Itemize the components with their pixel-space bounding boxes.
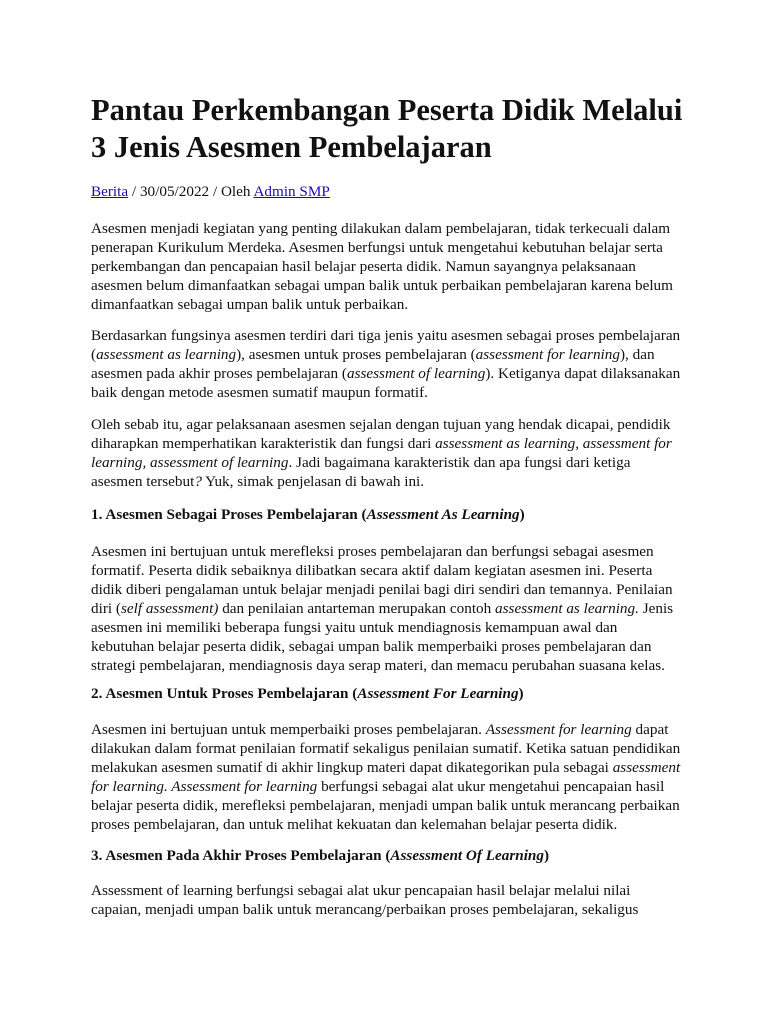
text-run: ). Ketiganya dapat dilaksanakan xyxy=(485,365,681,382)
meta-by: / Oleh xyxy=(209,183,254,200)
heading-text: 1. Asesmen Sebagai Proses Pembelajaran ( xyxy=(91,506,367,523)
title-line-2: 3 Jenis Asesmen Pembelajaran xyxy=(91,130,492,164)
text-run: Asesmen ini bertujuan untuk memperbaiki proses pembelajaran. xyxy=(91,721,486,738)
heading-close: ) xyxy=(543,847,550,864)
paragraph-types xyxy=(91,326,681,402)
text-run: ), dan xyxy=(619,346,655,363)
heading-close: ) xyxy=(518,685,524,702)
heading-italic: Assessment As Learning xyxy=(366,506,520,523)
heading-assessment-of-learning xyxy=(91,846,677,865)
italic-term: assessment of learning xyxy=(346,365,486,382)
text-line: asesmen ini memiliki beberapa fungsi yaitu untuk mendiagnosis kemampuan awal dan xyxy=(91,619,618,636)
italic-term: assessment as learning. xyxy=(495,600,639,617)
text-run: diharapkan memperhatikan karakteristik dan fungsi dari xyxy=(91,435,436,452)
text-line: asesmen belum dimanfaatkan sebagai umpan balik untuk perbaikan pembelajaran karena belum xyxy=(91,277,673,294)
text-line xyxy=(91,777,677,796)
text-line: Asesmen menjadi kegiatan yang penting dilakukan dalam pembelajaran, tidak terkecuali dalam xyxy=(91,220,671,237)
paragraph-purpose xyxy=(91,415,677,491)
italic-term: assessment for learning xyxy=(475,346,620,363)
text-line: proses pembelajaran, dan untuk melihat kekuatan dan kelemahan belajar peserta didik. xyxy=(91,816,618,833)
text-run: asesmen pada akhir proses pembelajaran ( xyxy=(91,365,347,382)
text-line xyxy=(91,758,681,777)
text-line: Assessment of learning berfungsi sebagai alat ukur pencapaian hasil belajar melalui nilai xyxy=(91,882,631,899)
heading-italic: Assessment Of Learning xyxy=(390,847,544,864)
text-run: berfungsi sebagai alat ukur mengetahui pencapaian hasil xyxy=(317,778,665,795)
text-line xyxy=(91,434,677,453)
text-line xyxy=(91,364,681,383)
heading-assessment-for-learning xyxy=(91,684,677,703)
italic-term: assessment as learning xyxy=(96,346,237,363)
text-line: belajar peserta didik, merefleksi pembelajaran, menjadi umpan balik untuk merancang perbaikan xyxy=(91,797,680,814)
text-line: perkembangan dan pencapaian hasil belajar peserta didik. Namun sayangnya pelaksanaan xyxy=(91,258,636,275)
text-run: ( xyxy=(91,346,97,363)
text-line: formatif. Peserta didik sebaiknya dilibatkan secara aktif dalam kegiatan asesmen ini. Peserta xyxy=(91,562,653,579)
text-run: diri ( xyxy=(91,600,121,617)
text-line xyxy=(91,720,677,739)
italic-term: self assessment) xyxy=(120,600,219,617)
text-line xyxy=(91,345,677,364)
text-run: ), asesmen untuk proses pembelajaran ( xyxy=(236,346,476,363)
text-line: Asesmen ini bertujuan untuk merefleksi proses pembelajaran dan berfungsi sebagai asesmen xyxy=(91,543,654,560)
paragraph-section-3 xyxy=(91,881,677,919)
text-line xyxy=(91,472,677,491)
italic-term: assessment xyxy=(612,759,681,776)
article-meta xyxy=(91,182,330,201)
heading-italic: Assessment For Learning xyxy=(357,685,519,702)
heading-text: 2. Asesmen Untuk Proses Pembelajaran ( xyxy=(91,685,358,702)
title-line-1: Pantau Perkembangan Peserta Didik Melalui xyxy=(91,93,683,127)
italic-term: ? xyxy=(194,473,202,490)
text-line: capaian, menjadi umpan balik untuk merancang/perbaikan proses pembelajaran, sekaligus xyxy=(91,901,639,918)
text-run: Jenis xyxy=(638,600,674,617)
text-line: dimanfaatkan sebagai umpan balik untuk perbaikan. xyxy=(91,296,409,313)
meta-separator: / xyxy=(128,183,140,200)
section-heading-1 xyxy=(91,505,677,524)
heading-text: 3. Asesmen Pada Akhir Proses Pembelajaran ( xyxy=(91,847,391,864)
section-heading-2 xyxy=(91,684,677,703)
author-link[interactable]: Admin SMP xyxy=(253,183,330,200)
text-line: Berdasarkan fungsinya asesmen terdiri dari tiga jenis yaitu asesmen sebagai proses pembelajaran xyxy=(91,327,681,344)
text-line: dilakukan dalam format penilaian formatif sekaligus penilaian sumatif. Ketika satuan pendidikan xyxy=(91,740,681,757)
text-line xyxy=(91,599,677,618)
text-line: kebutuhan belajar peserta didik, sebagai umpan balik memperbaiki proses pembelajaran dan xyxy=(91,638,652,655)
italic-term: for learning. Assessment for learning xyxy=(91,778,318,795)
paragraph-section-1 xyxy=(91,542,677,675)
text-run: dapat xyxy=(631,721,669,738)
text-run: dan penilaian antarteman merupakan contoh xyxy=(218,600,496,617)
section-heading-3 xyxy=(91,846,677,865)
text-line: didik diberi pengalaman untuk belajar menjadi penilai bagi diri sendiri dan temannya. Penilaian xyxy=(91,581,673,598)
paragraph-intro xyxy=(91,219,677,314)
text-run: Yuk, simak penjelasan di bawah ini. xyxy=(201,473,425,490)
text-line xyxy=(91,453,677,472)
text-line: baik dengan metode asesmen sumatif maupun formatif. xyxy=(91,384,428,401)
post-date: 30/05/2022 xyxy=(139,183,210,200)
article-title xyxy=(91,92,691,166)
text-run: asesmen tersebut xyxy=(91,473,195,490)
heading-close: ) xyxy=(519,506,525,523)
text-line: strategi pembelajaran, mendiagnosis daya serap materi, dan memacu perubahan suasana kelas. xyxy=(91,657,665,674)
text-line: Oleh sebab itu, agar pelaksanaan asesmen sejalan dengan tujuan yang hendak dicapai, pendidik xyxy=(91,416,671,433)
text-run: . Jadi bagaimana karakteristik dan apa fungsi dari ketiga xyxy=(288,454,631,471)
paragraph-section-2 xyxy=(91,720,681,834)
heading-assessment-as-learning xyxy=(91,505,677,524)
italic-term: learning, assessment of learning xyxy=(91,454,289,471)
text-run: melakukan asesmen sumatif di akhir lingkup materi dapat dikategorikan pula sebagai xyxy=(91,759,613,776)
italic-term: assessment as learning, assessment for xyxy=(435,435,672,452)
italic-term: Assessment for learning xyxy=(485,721,632,738)
text-line: penerapan Kurikulum Merdeka. Asesmen berfungsi untuk mengetahui kebutuhan belajar serta xyxy=(91,239,663,256)
category-link[interactable]: Berita xyxy=(91,183,129,200)
